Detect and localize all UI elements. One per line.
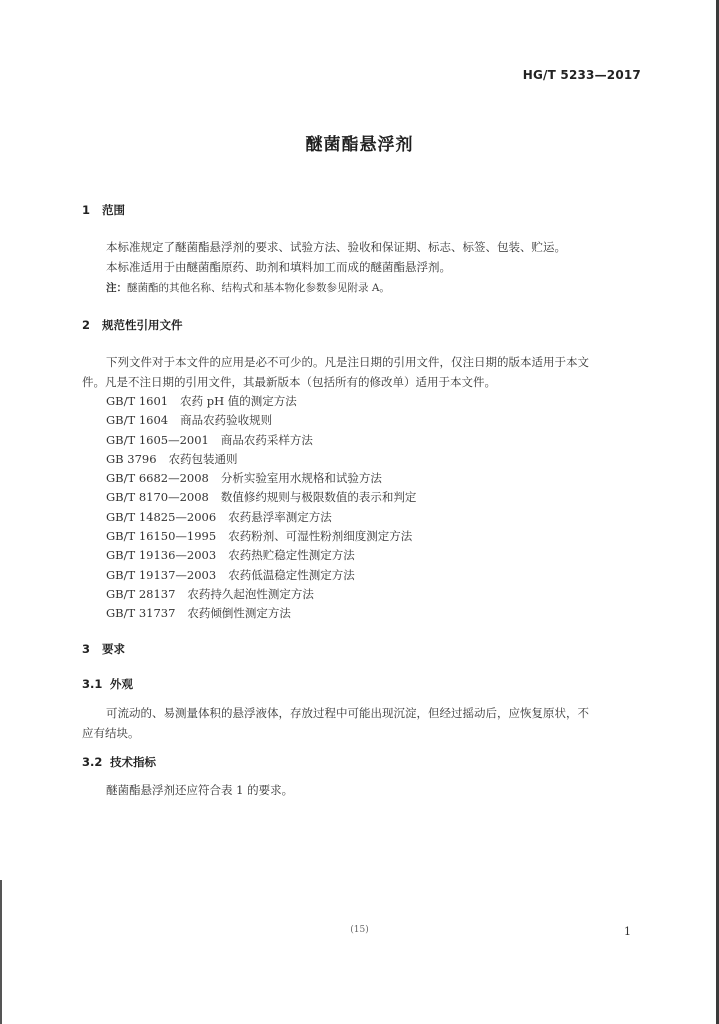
section-3-1-line-2: 应有结块。	[82, 726, 140, 740]
reference-title: 农药悬浮率测定方法	[228, 509, 332, 524]
reference-item	[106, 604, 416, 623]
normative-reference-list	[106, 392, 416, 624]
section-2-heading	[82, 317, 183, 333]
reference-item	[106, 392, 416, 411]
footer-page-number: 1	[624, 925, 631, 938]
note-label: 注：	[106, 282, 127, 294]
section-3-1-heading	[82, 676, 133, 692]
section-1-note	[106, 280, 390, 295]
reference-code: GB/T 6682—2008	[106, 471, 209, 486]
section-3-1-line-1: 可流动的、易测量体积的悬浮液体，存放过程中可能出现沉淀，但经过摇动后，应恢复原状，不	[106, 706, 589, 720]
scan-edge-left	[0, 880, 2, 1024]
reference-title: 农药 pH 值的测定方法	[180, 394, 297, 408]
reference-title: 农药包装通则	[168, 451, 238, 466]
reference-item	[106, 566, 416, 585]
reference-title: 农药倾倒性测定方法	[187, 606, 291, 621]
reference-code: GB/T 19137—2003	[106, 567, 217, 582]
note-text: 醚菌酯的其他名称、结构式和基本物化参数参见附录 A。	[127, 282, 390, 294]
reference-item	[106, 546, 416, 565]
section-3-2-number: 3.2	[82, 755, 103, 769]
reference-item	[106, 508, 416, 527]
section-3-title: 要求	[102, 642, 125, 656]
reference-code: GB/T 14825—2006	[106, 509, 217, 524]
section-2-intro-line-2: 件。凡是不注日期的引用文件，其最新版本（包括所有的修改单）适用于本文件。	[82, 375, 496, 389]
section-1-title: 范围	[102, 203, 125, 217]
reference-title: 农药热贮稳定性测定方法	[228, 548, 355, 563]
section-2-intro-line-1: 下列文件对于本文件的应用是必不可少的。凡是注日期的引用文件，仅注日期的版本适用于本文	[106, 355, 589, 369]
reference-item	[106, 469, 416, 488]
reference-item	[106, 450, 416, 469]
section-3-2-line-1: 醚菌酯悬浮剂还应符合表 1 的要求。	[106, 783, 294, 797]
section-1-paragraph-2: 本标准适用于由醚菌酯原药、助剂和填料加工而成的醚菌酯悬浮剂。	[106, 260, 451, 274]
reference-title: 农药持久起泡性测定方法	[187, 586, 314, 601]
section-3-2-title: 技术指标	[110, 755, 156, 769]
reference-code: GB/T 31737	[106, 606, 176, 621]
reference-title: 农药低温稳定性测定方法	[228, 567, 355, 582]
section-1-number: 1	[82, 203, 91, 217]
reference-code: GB/T 1601	[106, 394, 169, 408]
reference-title: 商品农药采样方法	[220, 432, 313, 447]
reference-title: 分析实验室用水规格和试验方法	[220, 471, 382, 486]
reference-code: GB/T 19136—2003	[106, 548, 217, 563]
section-2-title: 规范性引用文件	[102, 318, 183, 332]
reference-item	[106, 431, 416, 450]
reference-code: GB/T 28137	[106, 586, 176, 601]
section-2-number: 2	[82, 318, 91, 332]
reference-code: GB/T 8170—2008	[106, 490, 209, 505]
section-3-1-number: 3.1	[82, 677, 103, 691]
reference-item	[106, 488, 416, 507]
reference-code: GB/T 16150—1995	[106, 529, 217, 544]
reference-code: GB/T 1604	[106, 413, 169, 428]
reference-title: 农药粉剂、可湿性粉剂细度测定方法	[228, 529, 413, 544]
reference-title: 商品农药验收规则	[180, 413, 273, 428]
reference-item	[106, 411, 416, 430]
footer-page-code: (15)	[350, 925, 369, 935]
section-3-heading	[82, 641, 125, 657]
section-3-number: 3	[82, 642, 91, 656]
section-3-1-title: 外观	[110, 677, 133, 691]
reference-item	[106, 527, 416, 546]
reference-code: GB/T 1605—2001	[106, 432, 209, 447]
document-title: 醚菌酯悬浮剂	[305, 135, 414, 155]
section-3-2-heading	[82, 754, 156, 770]
section-1-heading	[82, 202, 125, 218]
section-1-paragraph-1: 本标准规定了醚菌酯悬浮剂的要求、试验方法、验收和保证期、标志、标签、包装、贮运。	[106, 240, 566, 254]
reference-item	[106, 585, 416, 604]
standard-code: HG/T 5233—2017	[522, 68, 641, 82]
reference-code: GB 3796	[106, 451, 157, 466]
reference-title: 数值修约规则与极限数值的表示和判定	[220, 490, 417, 505]
